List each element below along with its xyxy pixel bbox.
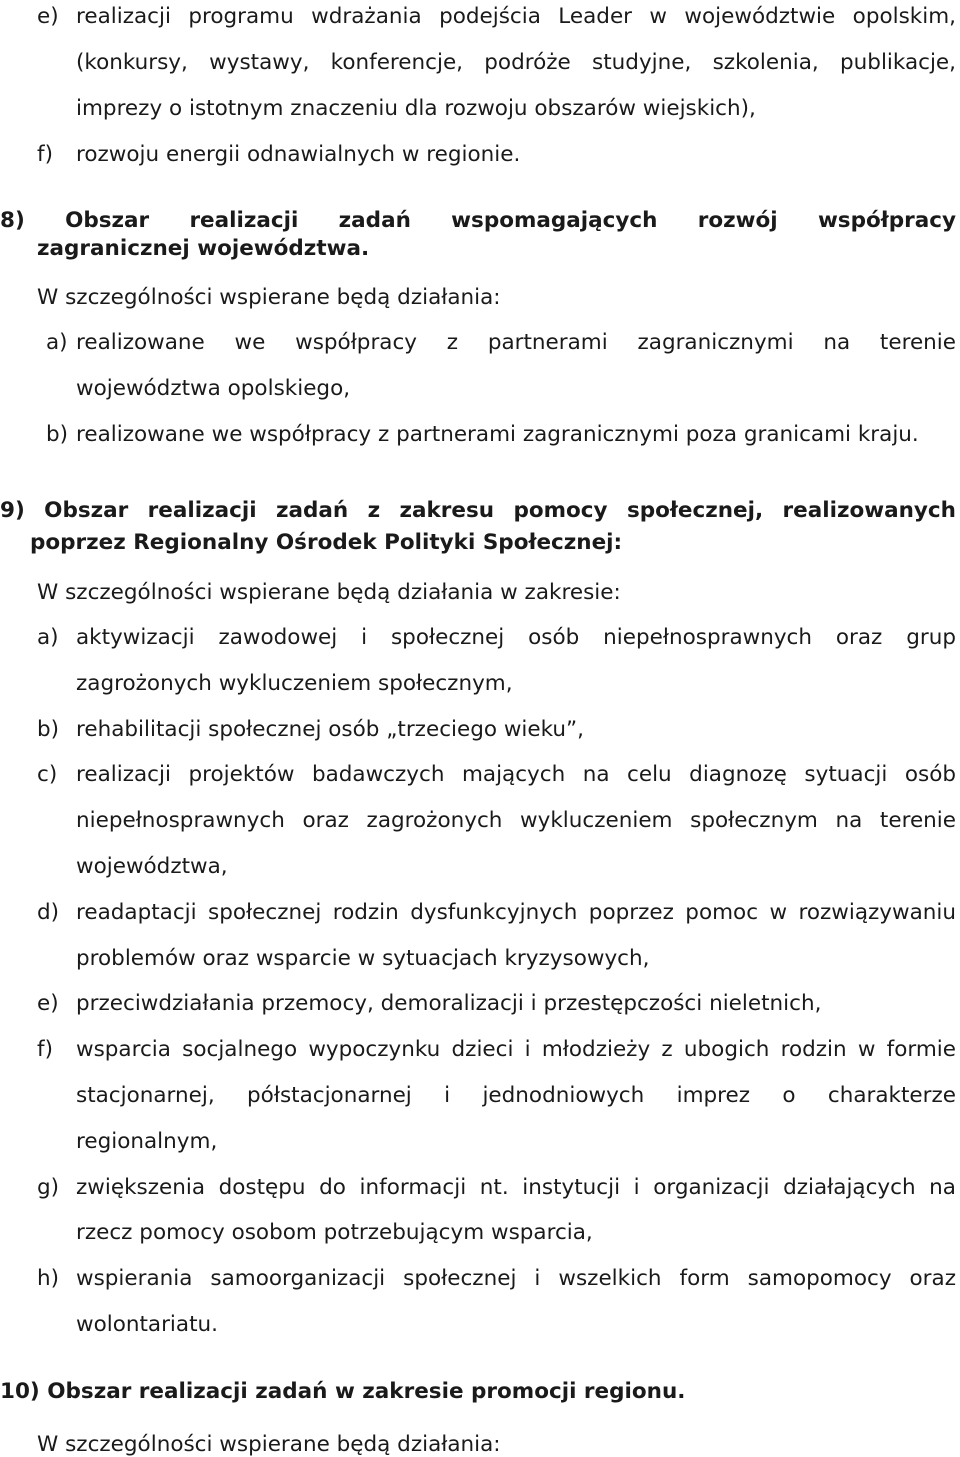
list-item-text: realizowane we współpracy z partnerami zagranicznymi na terenie — [76, 330, 956, 355]
list-marker: f) — [37, 142, 53, 167]
list-item-text: realizacji programu wdrażania podejścia Leader w województwie opolskim, — [76, 4, 956, 29]
list-item-text: problemów oraz wsparcie w sytuacjach kryzysowych, — [76, 945, 650, 971]
list-item-text: wspierania samoorganizacji społecznej i wszelkich form samopomocy oraz — [76, 1266, 956, 1292]
list-marker: h) — [37, 1266, 60, 1292]
list-marker: e) — [37, 4, 59, 29]
list-item-text: aktywizacji zawodowej i społecznej osób niepełnosprawnych oraz grup — [76, 625, 956, 650]
list-item-text: realizowane we współpracy z partnerami zagranicznymi poza granicami kraju. — [76, 422, 919, 447]
list-marker: b) — [46, 422, 69, 447]
list-item-text: województwa opolskiego, — [76, 376, 351, 401]
list-item-text: przeciwdziałania przemocy, demoralizacji i przestępczości nieletnich, — [76, 991, 822, 1017]
list-marker: b) — [37, 716, 60, 742]
section-heading-cont: poprzez Regionalny Ośrodek Polityki Społecznej: — [30, 530, 623, 555]
list-item-text: imprezy o istotnym znaczeniu dla rozwoju obszarów wiejskich), — [76, 96, 756, 121]
list-item-text: rozwoju energii odnawialnych w regionie. — [76, 142, 521, 167]
section-intro: W szczególności wspierane będą działania: — [37, 285, 501, 310]
list-marker: f) — [37, 1037, 53, 1063]
section-heading-cont: zagranicznej województwa. — [37, 236, 370, 261]
list-marker: a) — [37, 625, 59, 650]
list-item-text: zagrożonych wykluczeniem społecznym, — [76, 670, 513, 696]
list-item-text: wsparcia socjalnego wypoczynku dzieci i młodzieży z ubogich rodzin w formie — [76, 1037, 956, 1063]
section-intro: W szczególności wspierane będą działania w zakresie: — [37, 580, 621, 605]
list-item-text: (konkursy, wystawy, konferencje, podróże studyjne, szkolenia, publikacje, — [76, 50, 956, 75]
list-marker: a) — [46, 330, 68, 355]
list-item-text: zwiększenia dostępu do informacji nt. instytucji i organizacji działających na — [76, 1174, 956, 1200]
list-item-text: rehabilitacji społecznej osób „trzeciego wieku”, — [76, 716, 585, 742]
list-item-text: wolontariatu. — [76, 1312, 218, 1337]
list-marker: g) — [37, 1174, 60, 1200]
section-heading: 8) Obszar realizacji zadań wspomagających rozwój współpracy — [0, 208, 956, 233]
list-item-text: regionalnym, — [76, 1128, 218, 1154]
section-heading: 10) Obszar realizacji zadań w zakresie promocji regionu. — [0, 1379, 686, 1404]
list-item-text: województwa, — [76, 854, 228, 879]
list-item-text: readaptacji społecznej rodzin dysfunkcyjnych poprzez pomoc w rozwiązywaniu — [76, 899, 956, 925]
list-item-text: realizacji projektów badawczych mających na celu diagnozę sytuacji osób — [76, 762, 956, 788]
section-intro: W szczególności wspierane będą działania: — [37, 1432, 501, 1457]
list-item-text: niepełnosprawnych oraz zagrożonych wykluczeniem społecznym na terenie — [76, 808, 956, 834]
list-marker: c) — [37, 762, 58, 788]
section-heading: 9) Obszar realizacji zadań z zakresu pomocy społecznej, realizowanych — [0, 498, 956, 523]
list-item-text: stacjonarnej, półstacjonarnej i jednodniowych imprez o charakterze — [76, 1083, 956, 1108]
list-marker: d) — [37, 899, 60, 925]
list-marker: e) — [37, 991, 59, 1017]
list-item-text: rzecz pomocy osobom potrzebującym wsparcia, — [76, 1220, 593, 1246]
